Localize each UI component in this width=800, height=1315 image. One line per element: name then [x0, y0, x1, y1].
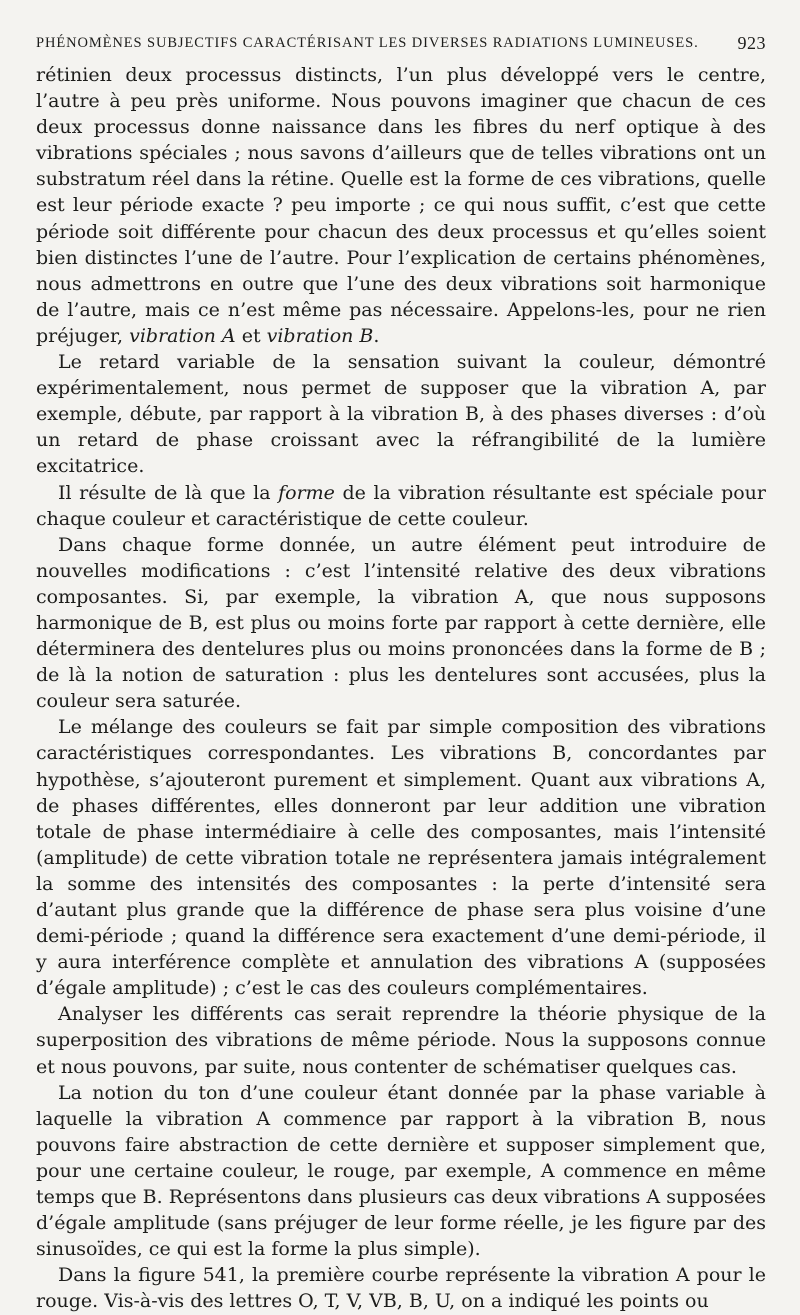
paragraph-1: [36, 62, 766, 349]
body-text: [36, 62, 766, 1315]
paragraph-7: La notion du ton d’une couleur étant donnée par la phase variable à laquelle la vibration A commence par rapport à la vibration B, nous pouvons faire abstraction de cette dernière et supposer simplement que, pour une certaine couleur, le rouge, par exemple, A commence en même temps que B. Représentons dans plusieurs cas deux vibrations A supposées d’égale amplitude (sans préjuger de leur forme réelle, je les figure par des sinusoïdes, ce qui est la forme la plus simple).: [36, 1081, 766, 1261]
running-head: [36, 30, 766, 58]
paragraph-5: Le mélange des couleurs se fait par simple composition des vibrations caractéristiques correspondantes. Les vibrations B, concordantes par hypothèse, s’ajouteront purement et simplement. Quant aux vibrations A, de phases différentes, elles donneront par leur addition une vibration totale de phase intermédiaire à celle des composantes, mais l’intensité (amplitude) de cette vibration totale ne représentera jamais intégralement la somme des intensités des composantes : la perte d’intensité sera d’autant plus grande que la différence de phase sera plus voisine d’une demi-période ; quand la différence sera exactement d’une demi-période, il y aura interférence complète et annulation des vibrations A (supposées d’égale amplitude) ; c’est le cas des couleurs complémentaires.: [36, 716, 766, 1000]
term-vibration-a: vibration A: [129, 324, 236, 347]
paragraph-2: Le retard variable de la sensation suivant la couleur, démontré expérimentalement, nous permet de supposer que la vibration A, par exemple, débute, par rapport à la vibration B, à des phases diverses : d’où un retard de phase croissant avec la réfrangibilité de la lumière excitatrice.: [36, 351, 766, 478]
paragraph-6: Analyser les différents cas serait reprendre la théorie physique de la superposition des vibrations de même période. Nous la supposons connue et nous pouvons, par suite, nous contenter de schématiser quelques cas.: [36, 1003, 766, 1078]
paragraph-8: Dans la figure 541, la première courbe représente la vibration A pour le rouge. Vis-à-vis des lettres O, T, V, VB, B, U, on a indiqué les points ou: [36, 1264, 766, 1313]
paragraph-4: Dans chaque forme donnée, un autre élément peut introduire de nouvelles modifications : c’est l’intensité relative des deux vibrations composantes. Si, par exemple, la vibration A, que nous supposons harmonique de B, est plus ou moins forte par rapport à cette dernière, elle déterminera des dentelures plus ou moins prononcées dans la forme de B ; de là la notion de saturation : plus les dentelures sont accusées, plus la couleur sera saturée.: [36, 533, 766, 713]
term-vibration-b: vibration B: [266, 324, 374, 347]
paragraph-3: [36, 480, 766, 532]
page-number: 923: [737, 33, 766, 53]
paragraph-1-text: rétinien deux processus distincts, l’un plus développé vers le centre, l’autre à peu près uniforme. Nous pouvons imaginer que chacun de ces deux processus donne naissance dans les fibres du nerf optique à des vibrations spéciales ; nous savons d’ailleurs que de telles vibrations ont un substratum réel dans la rétine. Quelle est la forme de ces vibrations, quelle est leur période exacte ? peu importe ; ce qui nous suffit, c’est que cette période soit différente pour chacun des deux processus et qu’elles soient bien distinctes l’une de l’autre. Pour l’explication de certains phénomènes, nous admettrons en outre que l’une des deux vibrations soit harmonique de l’autre, mais ce n’est même pas nécessaire. Appelons-les, pour ne rien préjuger,: [36, 64, 766, 347]
conjunction: et: [235, 324, 267, 347]
term-forme: forme: [278, 481, 335, 504]
period: .: [373, 324, 380, 347]
paragraph-3-end: de la vibration résultante est spéciale pour chaque couleur et caractéristique de cette couleur.: [36, 481, 766, 530]
running-title: PHÉNOMÈNES SUBJECTIFS CARACTÉRISANT LES DIVERSES RADIATIONS LUMINEUSES.: [36, 35, 699, 51]
paragraph-3-start: Il résulte de là que la: [58, 481, 279, 504]
